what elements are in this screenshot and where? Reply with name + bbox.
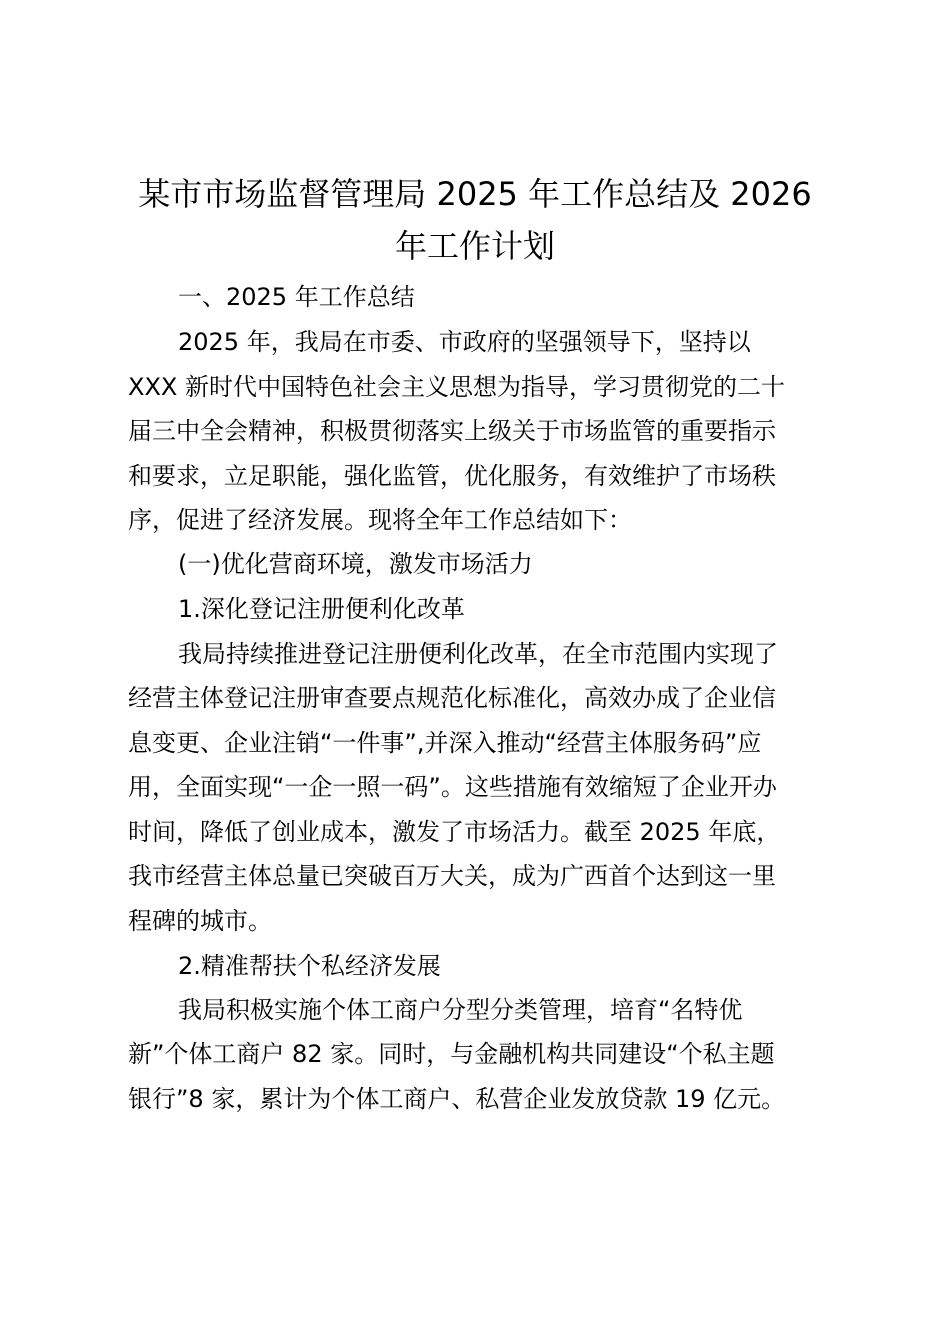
intro-line-3: 届三中全会精神，积极贯彻落实上级关于市场监管的重要指示 — [128, 417, 776, 445]
item-1-line-1: 我局持续推进登记注册便利化改革，在全市范围内实现了 — [178, 640, 778, 668]
heading-work-summary: 一、2025 年工作总结 — [178, 283, 415, 311]
item-1-line-6: 我市经营主体总量已突破百万大关，成为广西首个达到这一里 — [128, 862, 776, 890]
item-2-line-3: 银行”8 家，累计为个体工商户、私营企业发放贷款 19 亿元。 — [128, 1085, 786, 1113]
intro-line-4: 和要求，立足职能，强化监管，优化服务，有效维护了市场秩 — [128, 462, 776, 490]
item-1-title: 1.深化登记注册便利化改革 — [178, 595, 465, 623]
intro-line-2: XXX 新时代中国特色社会主义思想为指导，学习贯彻党的二十 — [128, 373, 785, 401]
document-title-line-2: 年工作计划 — [394, 227, 555, 265]
item-2-line-1: 我局积极实施个体工商户分型分类管理，培育“名特优 — [178, 996, 743, 1024]
intro-line-1: 2025 年，我局在市委、市政府的坚强领导下，坚持以 — [178, 328, 751, 356]
item-1-line-4: 用，全面实现“一企一照一码”。这些措施有效缩短了企业开办 — [128, 773, 777, 801]
item-1-line-2: 经营主体登记注册审查要点规范化标准化，高效办成了企业信 — [128, 684, 776, 712]
item-2-title: 2.精准帮扶个私经济发展 — [178, 952, 441, 980]
intro-line-5: 序，促进了经济发展。现将全年工作总结如下： — [128, 506, 632, 534]
document-title-line-1: 某市市场监督管理局 2025 年工作总结及 2026 — [138, 175, 812, 213]
item-2-line-2: 新”个体工商户 82 家。同时，与金融机构共同建设“个私主题 — [128, 1040, 775, 1068]
item-1-line-3: 息变更、企业注销“一件事”,并深入推动“经营主体服务码”应 — [128, 729, 762, 757]
item-1-line-7: 程碑的城市。 — [128, 907, 272, 935]
item-1-line-5: 时间，降低了创业成本，激发了市场活力。截至 2025 年底， — [128, 818, 781, 846]
section-heading-1: (一)优化营商环境，激发市场活力 — [178, 550, 533, 578]
